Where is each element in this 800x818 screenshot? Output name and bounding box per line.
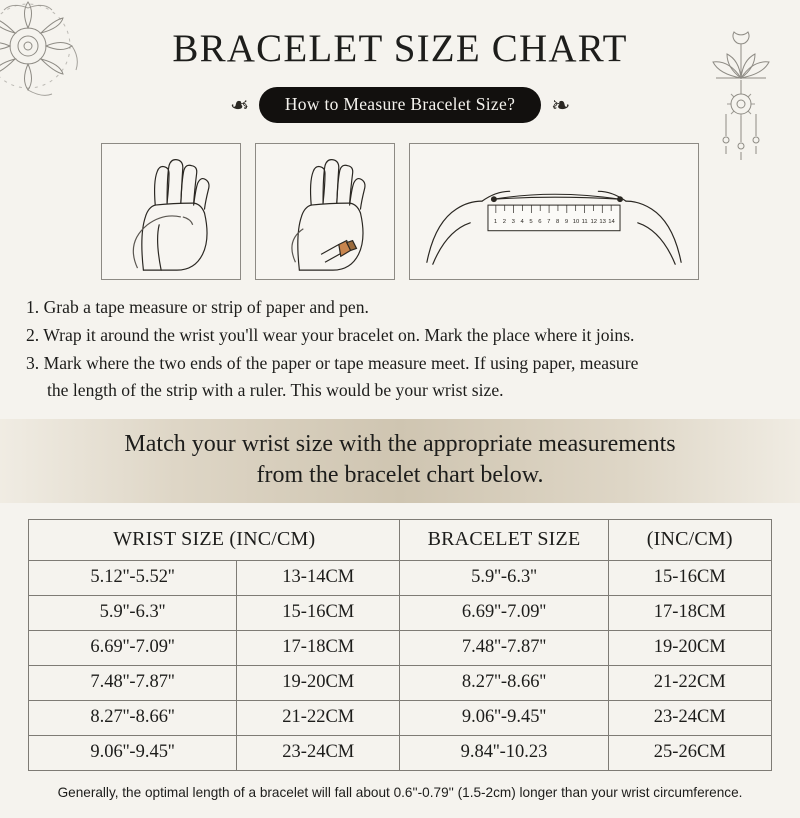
- svg-text:1: 1: [493, 218, 498, 225]
- cell-wrist-cm: 15-16CM: [237, 595, 400, 630]
- cell-bracelet-inches: 9.06''-9.45'': [400, 700, 608, 735]
- match-size-banner: [0, 419, 800, 502]
- subtitle-row: [0, 87, 800, 123]
- footnote-text: Generally, the optimal length of a bracelet will fall about 0.6''-0.79'' (1.5-2cm) longer than your wrist circumference.: [57, 784, 743, 800]
- illustration-measuring-with-ruler: [409, 143, 699, 280]
- svg-text:10: 10: [572, 218, 580, 225]
- svg-text:14: 14: [608, 218, 615, 225]
- banner-line-1: Match your wrist size with the appropriate measurements: [124, 431, 676, 458]
- cell-wrist-cm: 19-20CM: [237, 665, 400, 700]
- size-chart-table: [28, 519, 772, 771]
- table-row: [29, 560, 772, 595]
- cell-bracelet-inches: 8.27''-8.66'': [400, 665, 608, 700]
- svg-text:8: 8: [555, 218, 560, 225]
- svg-text:4: 4: [520, 218, 524, 225]
- cell-bracelet-inches: 9.84''-10.23: [400, 735, 608, 770]
- banner-line-2: from the bracelet chart below.: [256, 461, 544, 488]
- cell-bracelet-cm: 15-16CM: [608, 560, 771, 595]
- table-row: [29, 595, 772, 630]
- cell-bracelet-cm: 17-18CM: [608, 595, 771, 630]
- header-wrist-size: WRIST SIZE (INC/CM): [29, 519, 400, 560]
- cell-wrist-inches: 7.48''-7.87'': [29, 665, 237, 700]
- svg-text:2: 2: [502, 218, 507, 225]
- instruction-step-3-continued: the length of the strip with a ruler. This would be your wrist size.: [47, 380, 504, 401]
- svg-text:12: 12: [590, 218, 598, 225]
- cell-wrist-inches: 9.06''-9.45'': [29, 735, 237, 770]
- svg-text:13: 13: [599, 218, 606, 225]
- instructions-list: [26, 294, 774, 405]
- cell-bracelet-inches: 6.69''-7.09'': [400, 595, 608, 630]
- instruction-step-2: 2. Wrap it around the wrist you'll wear your bracelet on. Mark the place where it joins.: [26, 324, 635, 345]
- cell-wrist-cm: 21-22CM: [237, 700, 400, 735]
- table-row: [29, 665, 772, 700]
- cell-wrist-cm: 23-24CM: [237, 735, 400, 770]
- cell-wrist-inches: 5.12''-5.52'': [29, 560, 237, 595]
- svg-text:6: 6: [538, 218, 542, 225]
- flourish-left-icon: ❧: [229, 92, 249, 118]
- illustration-row: [0, 143, 800, 280]
- instruction-step-3: 3. Mark where the two ends of the paper or tape measure meet. If using paper, measure: [26, 352, 639, 373]
- table-header-row: [29, 519, 772, 560]
- subtitle-pill: How to Measure Bracelet Size?: [259, 87, 541, 123]
- header-bracelet-size: BRACELET SIZE: [400, 519, 608, 560]
- cell-bracelet-cm: 19-20CM: [608, 630, 771, 665]
- cell-bracelet-cm: 23-24CM: [608, 700, 771, 735]
- svg-text:11: 11: [581, 218, 588, 225]
- table-row: [29, 735, 772, 770]
- header-bracelet-units: (INC/CM): [608, 519, 771, 560]
- cell-bracelet-inches: 5.9''-6.3'': [400, 560, 608, 595]
- flourish-right-icon: ❧: [551, 92, 571, 118]
- page-title: BRACELET SIZE CHART: [172, 27, 628, 70]
- svg-text:5: 5: [529, 218, 533, 225]
- cell-bracelet-inches: 7.48''-7.87'': [400, 630, 608, 665]
- cell-wrist-inches: 6.69''-7.09'': [29, 630, 237, 665]
- svg-text:9: 9: [564, 218, 569, 225]
- svg-text:3: 3: [511, 218, 515, 225]
- cell-wrist-inches: 5.9''-6.3'': [29, 595, 237, 630]
- table-row: [29, 630, 772, 665]
- instruction-step-1: 1. Grab a tape measure or strip of paper and pen.: [26, 297, 369, 317]
- cell-bracelet-cm: 25-26CM: [608, 735, 771, 770]
- svg-text:7: 7: [547, 218, 551, 225]
- illustration-hand-with-paper-strip: [255, 143, 395, 280]
- cell-wrist-cm: 17-18CM: [237, 630, 400, 665]
- cell-wrist-cm: 13-14CM: [237, 560, 400, 595]
- cell-wrist-inches: 8.27''-8.66'': [29, 700, 237, 735]
- table-row: [29, 700, 772, 735]
- illustration-hand-with-tape-measure: [101, 143, 241, 280]
- cell-bracelet-cm: 21-22CM: [608, 665, 771, 700]
